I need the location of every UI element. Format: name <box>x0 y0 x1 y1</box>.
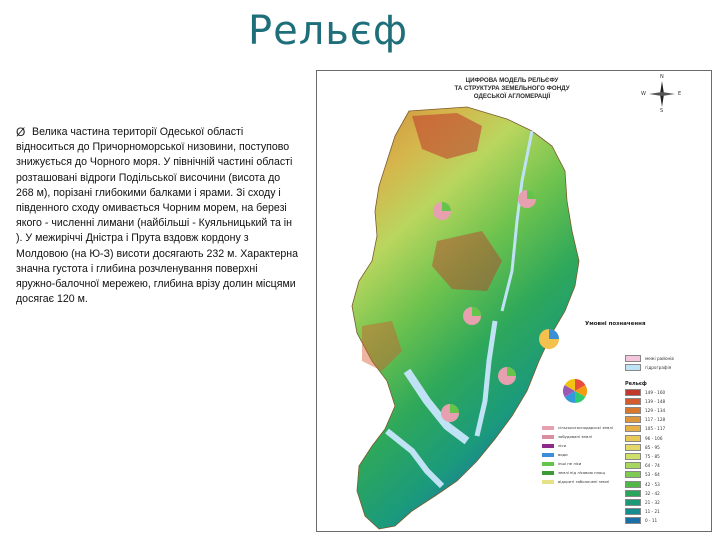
land-use-item <box>542 452 568 457</box>
relief-class-item <box>625 499 660 505</box>
land-use-swatch <box>542 480 554 484</box>
legend-item <box>625 355 674 361</box>
relief-label: 117 - 128 <box>645 417 666 423</box>
slide-title: Рельєф <box>248 8 409 54</box>
relief-label: 11 - 21 <box>645 509 660 515</box>
relief-class-item <box>625 472 660 478</box>
relief-label: 85 - 95 <box>645 444 660 450</box>
relief-swatch <box>625 444 641 451</box>
relief-swatch <box>625 481 641 488</box>
relief-label: 75 - 85 <box>645 453 660 459</box>
relief-class-item <box>625 389 665 395</box>
relief-swatch <box>625 508 641 515</box>
relief-label: 105 - 117 <box>645 426 666 432</box>
relief-class-item <box>625 426 665 432</box>
relief-swatch <box>625 517 641 524</box>
bullet-arrow-icon: Ø <box>16 125 26 139</box>
land-use-item <box>542 443 566 448</box>
legend-label: межі районів <box>645 355 674 361</box>
relief-swatch <box>625 435 641 442</box>
land-use-label: води <box>558 452 568 457</box>
relief-label: 21 - 32 <box>645 499 660 505</box>
relief-label: 64 - 74 <box>645 463 660 469</box>
legend-title: Умовні позначення <box>585 321 646 327</box>
land-use-label: інші не ліси <box>558 461 582 466</box>
relief-swatch <box>625 425 641 432</box>
map-title-line-3: ОДЕСЬКОЇ АГЛОМЕРАЦІЇ <box>473 93 551 100</box>
map-title-line-2: ТА СТРУКТУРА ЗЕМЕЛЬНОГО ФОНДУ <box>454 85 570 92</box>
relief-label: 53 - 64 <box>645 472 660 478</box>
land-use-item <box>542 425 613 430</box>
land-use-item <box>542 434 592 439</box>
relief-swatch <box>625 462 641 469</box>
compass-s: S <box>660 108 664 114</box>
relief-label: 0 - 11 <box>645 518 658 524</box>
relief-label: 42 - 53 <box>645 481 660 487</box>
land-use-item <box>542 479 609 484</box>
relief-label: 32 - 42 <box>645 490 660 496</box>
relief-class-item <box>625 518 657 524</box>
legend-swatch <box>625 355 641 362</box>
legend-label: гідрографія <box>645 364 672 370</box>
relief-class-item <box>625 490 660 496</box>
relief-label: 139 - 148 <box>645 398 666 404</box>
relief-swatch <box>625 453 641 460</box>
land-use-item <box>542 461 581 466</box>
relief-label: 96 - 106 <box>645 435 663 441</box>
legend-swatch <box>625 364 641 371</box>
relief-class-item <box>625 481 660 487</box>
land-use-label: ліси <box>558 443 567 448</box>
relief-legend-title: Рельєф <box>625 381 647 387</box>
relief-swatch <box>625 490 641 497</box>
land-use-label: землі під лісовою площ <box>558 470 605 475</box>
compass-e: E <box>678 91 682 97</box>
relief-class-item <box>625 444 660 450</box>
land-use-label: сільськогосподарські землі <box>558 425 613 430</box>
relief-swatch <box>625 471 641 478</box>
land-use-swatch <box>542 444 554 448</box>
land-use-swatch <box>542 462 554 466</box>
relief-swatch <box>625 389 641 396</box>
map-title-line-1: ЦИФРОВА МОДЕЛЬ РЕЛЬЄФУ <box>465 77 559 84</box>
land-use-swatch <box>542 426 554 430</box>
land-use-swatch <box>542 471 554 475</box>
land-use-item <box>542 470 605 475</box>
relief-class-item <box>625 417 665 423</box>
relief-class-item <box>625 463 660 469</box>
relief-swatch <box>625 398 641 405</box>
bullet-paragraph <box>16 125 298 307</box>
land-use-label: відкриті заболочені землі <box>558 479 610 484</box>
relief-class-item <box>625 398 665 404</box>
land-use-swatch <box>542 453 554 457</box>
relief-class-item <box>625 407 665 413</box>
legend-pie-chart <box>563 379 587 403</box>
relief-class-item <box>625 509 660 515</box>
land-use-swatch <box>542 435 554 439</box>
relief-class-item <box>625 435 663 441</box>
relief-swatch <box>625 416 641 423</box>
relief-label: 149 - 160 <box>645 389 666 395</box>
relief-map-figure <box>316 70 712 532</box>
compass-w: W <box>641 91 646 97</box>
bullet-text: Велика частина території Одеської області відноситься до Причорноморської низовини, поступово знижується до Чорного моря. У північній частині області розташовані відроги Подільської височини (висота до 268 м), порізані глибокими балками і ярами. Зі сходу і південного сходу омивається Чорним морем, на березі якого - численні лимани (найбільші - Куяльницький та ін ). У межиріччі Дністра і Прута вздовж кордону з Молдовою (на Ю-З) висоти досягають 232 м. Характерна значна густота і глибина розчленування поверхні яружно-балочної мережею, глибина врізу долин місцями досягає 120 м. <box>16 126 298 306</box>
compass-n: N <box>660 74 664 80</box>
land-use-label: забудовані землі <box>558 434 592 439</box>
legend-item <box>625 364 671 370</box>
relief-swatch <box>625 499 641 506</box>
relief-label: 129 - 134 <box>645 407 666 413</box>
relief-class-item <box>625 453 660 459</box>
relief-swatch <box>625 407 641 414</box>
